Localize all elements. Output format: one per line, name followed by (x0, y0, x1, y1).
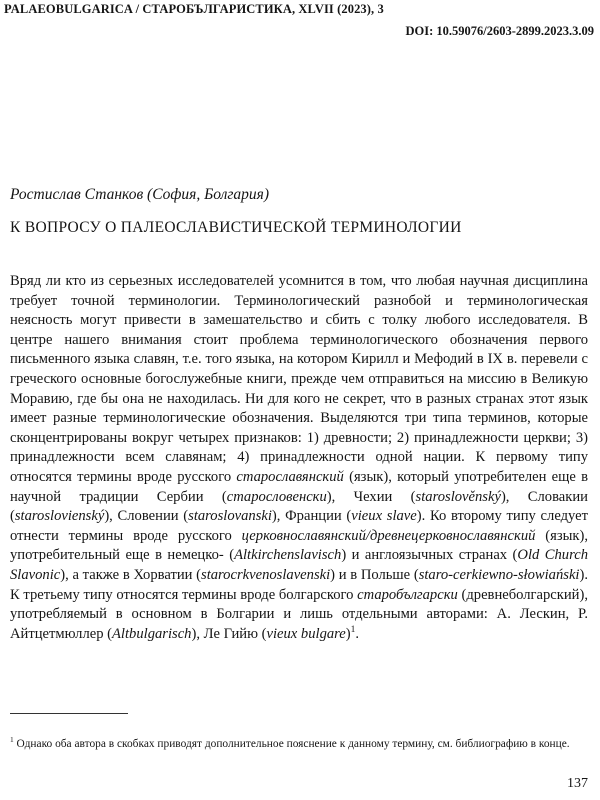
text-run: ), Чехии ( (326, 488, 416, 505)
text-run: ) и в Польше ( (330, 566, 419, 583)
footnote-divider (10, 713, 128, 714)
page-number: 137 (567, 776, 588, 791)
term-altbulgarisch: Altbulgarisch (112, 625, 192, 642)
text-run: ) и англоязычных странах ( (341, 547, 518, 564)
term-altkirchenslavisch: Altkirchenslavisch (234, 547, 342, 564)
term-starobalgarski: старобългарски (357, 586, 458, 603)
term-vieux-bulgare: vieux bulgare (266, 625, 346, 642)
journal-header: PALAEOBULGARICA / СТАРОБЪЛГАРИСТИКА, XLVII (2023), 3 (4, 2, 384, 16)
text-run: ). К третьему типу относятся термины вроде болгарского (10, 566, 588, 603)
term-church-slavonic-ru: церковнославянский/древнецерковнославянский (241, 527, 536, 544)
text-run: Вряд ли кто из серьезных исследователей усомнится в том, что любая научная дисциплина требует точной терминологии. Терминологический разнобой и терминологическая неясность могут привести в замешательство и сбить с толку любого исследователя. В центре нашего внимания стоит проблема терминологического обозначения первого письменного языка славян, т.е. того языка, на котором Кирилл и Мефодий в IX в. перевели с греческого основные богослужебные книги, прежде чем отправиться на миссию в Великую Моравию, где бы она не находилась. Ни для кого не секрет, что в разных странах этот язык имеет разные терминологические обозначения. Выделяются три типа терминов, которые сконцентрированы вокруг четырех признаков: 1) древности; 2) принадлежности церкви; 3) принадлежности всем славянам; 4) принадлежности одной нации. К первому типу относятся термины вроде русского (10, 273, 588, 485)
footnote (10, 737, 588, 752)
article-title: К ВОПРОСУ О ПАЛЕОСЛАВИСТИЧЕСКОЙ ТЕРМИНОЛОГИИ (10, 219, 462, 236)
text-run: ), Франции ( (271, 508, 352, 525)
article-body (10, 272, 588, 644)
text-run: . (355, 625, 360, 642)
text-run: ). Ко второму типу следует отнести термины вроде русского (10, 508, 588, 544)
term-old-church-slavonic: Old Church Slavonic (10, 547, 589, 583)
term-starosl-sk: staroslovienský (14, 508, 105, 525)
text-run: ), Словении ( (104, 508, 189, 525)
text-run: (язык), употребительный еще в немецко- ( (10, 527, 589, 564)
doi-line: DOI: 10.59076/2603-2899.2023.3.09 (405, 24, 594, 38)
text-run: (язык), который употребителен еще в научной традиции Сербии ( (10, 468, 588, 505)
footnote-text: Однако оба автора в скобках приводят дополнительное пояснение к данному термину, см. библиографию в конце. (13, 738, 570, 750)
text-run: ), а также в Хорватии ( (60, 566, 202, 583)
term-staro-cerkiewno-slowianski: staro-cerkiewno-słowiański (418, 566, 580, 583)
text-run: (древнеболгарский), употребляемый в основном в Болгарии и лишь отдельными авторами: А. Лескин, Р. Айтцетмюллер ( (10, 586, 588, 642)
text-run: ), Словакии ( (10, 488, 588, 525)
text-run: ) (345, 625, 351, 642)
footnote-mark: 1 (10, 735, 14, 745)
body-paragraph (10, 272, 588, 644)
term-starosl-cs: staroslověnský (415, 488, 501, 505)
term-vieux-slave: vieux slave (351, 508, 417, 525)
term-starosl-sl: staroslovanski (188, 508, 272, 525)
article-author: Ростислав Станков (София, Болгария) (10, 186, 270, 203)
text-run: ), Ле Гийю ( (191, 625, 267, 642)
footnote-reference[interactable]: 1 (350, 624, 356, 635)
term-starosl-ru: старославянский (236, 468, 344, 485)
term-starocrkvenoslavenski: starocrkvenoslavenski (201, 566, 331, 583)
term-starosl-sr: старословенски (226, 488, 327, 505)
